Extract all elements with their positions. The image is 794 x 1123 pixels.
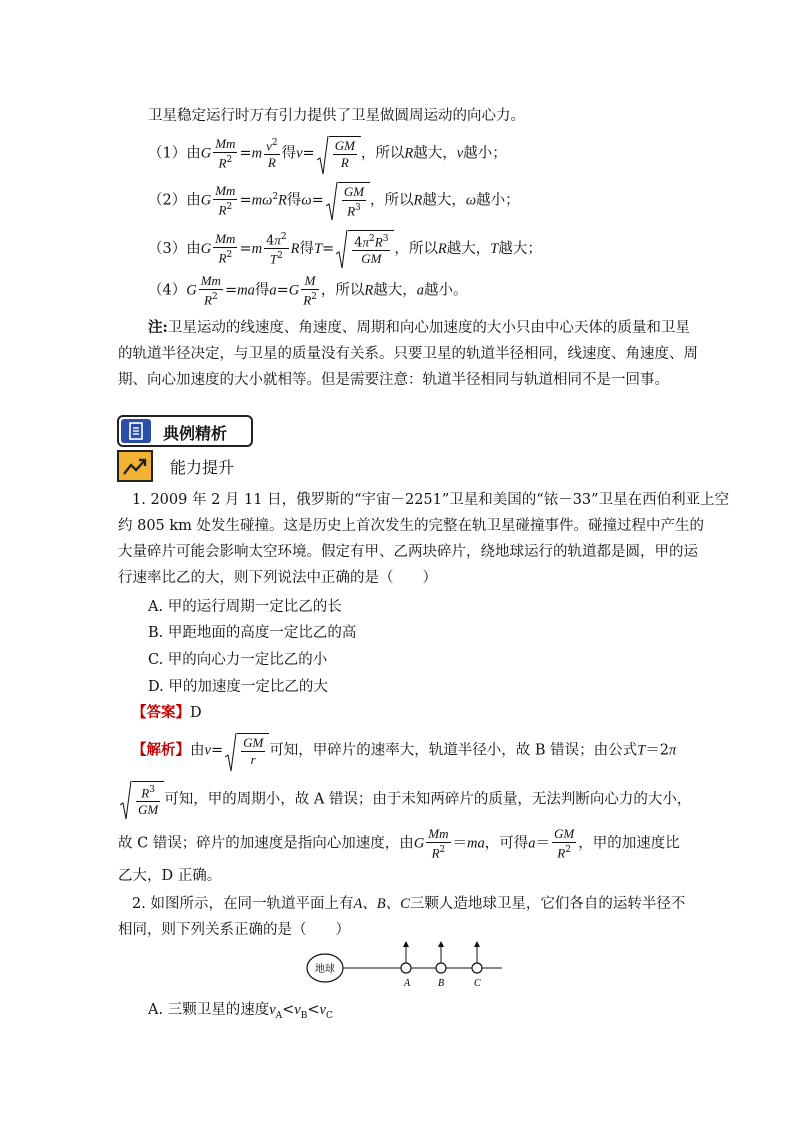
note-line-3: 期、向心加速度的大小就相等。但是需要注意：轨道半径相同与轨道相同不是一回事。 xyxy=(118,372,669,388)
q1-analysis-line-4: 乙大，D 正确。 xyxy=(118,868,222,884)
q1-option-d: D. 甲的加速度一定比乙的大 xyxy=(148,679,328,695)
q2-option-a: A. 三颗卫星的速度$v_A<v_B<v_C$ xyxy=(148,1002,333,1021)
satellite-c xyxy=(472,941,482,988)
q1-line-3: 大量碎片可能会影响太空环境。假定有甲、乙两块碎片，绕地球运行的轨道都是圆，甲的运 xyxy=(118,544,698,560)
q1-answer: 【答案】D xyxy=(132,704,202,721)
note-line-2: 的轨道半径决定，与卫星的质量没有关系。只要卫星的轨道半径相同，线速度、角速度、周 xyxy=(118,346,698,362)
svg-text:B: B xyxy=(438,978,445,988)
q2-line-1: 2. 如图所示，在同一轨道平面上有A、B、C三颗人造地球卫星，它们各自的运转半径不 xyxy=(132,896,686,912)
typical-example-banner xyxy=(117,415,253,447)
intro-text: 卫星稳定运行时万有引力提供了卫星做圆周运动的向心力。 xyxy=(148,108,525,124)
q1-option-a: A. 甲的运行周期一定比乙的长 xyxy=(148,599,342,615)
q1-analysis-line-3: 故 C 错误；碎片的加速度是指向心加速度，由G $\frac{Mm}{R^2}$ ＝ma，可得a＝ $\frac{GM}{R^2}$ ，甲的加速度比 xyxy=(118,826,680,861)
q1-line-1: 1. 2009 年 2 月 11 日，俄罗斯的“宇宙－2251”卫星和美国的“铱－33”卫星在西伯利亚上空 xyxy=(132,492,730,508)
formula-item-3: （3）由G $\frac{Mm}{R^2}$ =m $\frac{4\pi^2}{T^2}$ R得T= $\frac{4\pi^2R^3}{GM}$ ，所以R越大，T越大； xyxy=(148,231,542,267)
svg-text:A: A xyxy=(404,978,411,988)
svg-text:C: C xyxy=(474,978,481,988)
note-line-1: 注:卫星运动的线速度、角速度、周期和向心加速度的大小只由中心天体的质量和卫星 xyxy=(148,319,690,336)
earth-label: 地球 xyxy=(315,964,335,975)
document-icon xyxy=(121,419,151,443)
satellite-a xyxy=(401,941,411,988)
satellite-b xyxy=(436,941,446,988)
q1-analysis-line-1: 【解析】由v= $\frac{GM}{r}$ 可知，甲碎片的速率大，轨道半径小，故 B 错误；由公式T＝2π xyxy=(132,733,676,768)
q1-option-b: B. 甲距地面的高度一定比乙的高 xyxy=(148,625,357,641)
typical-example-title: 典例精析 xyxy=(163,424,228,443)
q1-line-4: 行速率比乙的大，则下列说法中正确的是（ ） xyxy=(118,570,437,586)
q2-line-2: 相同，则下列关系正确的是（ ） xyxy=(118,922,350,938)
formula-item-4: （4）G $\frac{Mm}{R^2}$ =ma得a=G $\frac{M}{R^2}$ ，所以R越大，a越小。 xyxy=(148,273,468,308)
q1-analysis-line-2: $\frac{R^3}{GM}$ 可知，甲的周期小，故 A 错误；由于未知两碎片的质量，无法判断向心力的大小， xyxy=(118,781,691,818)
trend-up-icon xyxy=(117,450,153,482)
formula-item-2: （2）由G $\frac{Mm}{R^2}$ $=m\omega^2R$得ω= $\frac{GM}{R^3}$ ，所以R越大，ω越小； xyxy=(148,183,520,219)
q1-line-2: 约 805 km 处发生碰撞。这是历史上首次发生的完整在轨卫星碰撞事件。碰撞过程中产生的 xyxy=(118,518,705,534)
satellite-orbit-diagram xyxy=(300,938,510,988)
ability-title: 能力提升 xyxy=(170,458,235,477)
formula-item-1: （1）由G $\frac{Mm}{R^2}$ =m $\frac{v^2}{R}$ 得v= $\frac{GM}{R}$ ，所以R越大，v越小； xyxy=(148,136,507,171)
q1-option-c: C. 甲的向心力一定比乙的小 xyxy=(148,652,328,668)
